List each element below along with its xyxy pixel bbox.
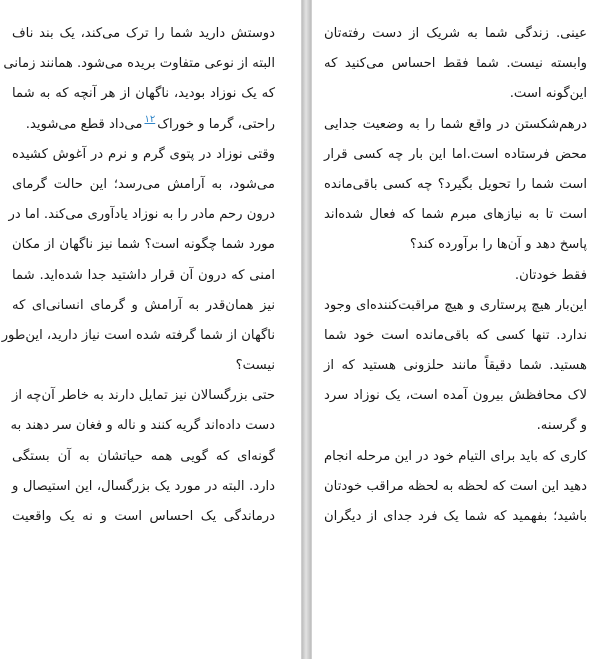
text-line: و گرسنه.: [536, 418, 587, 434]
text-line: البته از نوعی متفاوت بریده می‌شود. همانند زمانی: [3, 56, 275, 72]
text-line: می‌شود، به آرامش می‌رسد؛ این حالت گرمای: [12, 176, 275, 192]
text-line: این‌گونه است.: [509, 86, 587, 102]
text-line: وابسته نیست. شما فقط احساس می‌کنید که: [324, 56, 587, 72]
text-line: کاری که باید برای التیام خود در این مرحله انجام: [324, 448, 587, 464]
text-line: مورد شما چگونه است؟ شما نیز ناگهان از مکان: [12, 237, 275, 253]
text-line: دهید این است که لحظه به لحظه مراقب خودتان: [324, 478, 587, 494]
text-line: لاک محافظش بیرون آمده است، یک نوزاد سرد: [324, 388, 587, 404]
text-line: است شما را تحویل بگیرد؟ چه کسی باقی‌مانده: [324, 176, 587, 192]
text-line: گونه‌ای که گویی همه حیاتشان به آن بستگی: [12, 448, 275, 464]
text-line: نیست؟: [235, 358, 275, 374]
text-line: دارد. البته در مورد یک بزرگسال، این استیصال و: [12, 478, 275, 494]
text-fragment: راحتی، گرما و خوراک: [157, 116, 275, 132]
right-page: [311, 0, 611, 659]
text-line: فقط خودتان.: [514, 267, 587, 283]
text-line: درهم‌شکستن در واقع شما را به وضعیت جدایی: [324, 116, 587, 132]
text-line: درماندگی یک احساس است و نه یک واقعیت: [12, 509, 275, 524]
text-line: ناگهان از شما گرفته شده است نیاز دارید، این‌طور: [1, 327, 275, 343]
text-line: امنی که درون آن قرار داشتید جدا شده‌اید. شما: [12, 267, 275, 283]
text-line: وقتی نوزاد در پتوی گرم و نرم در آغوش کشیده: [12, 146, 275, 162]
text-line: محض فرستاده است.اما این بار چه کسی قرار: [324, 146, 587, 162]
text-line: ندارد. تنها کسی که باقی‌مانده است خود شما: [324, 327, 587, 343]
text-line: که یک نوزاد بودید، ناگهان از هر آنچه که به شما: [12, 86, 275, 102]
text-line-with-footnote: [12, 110, 275, 140]
text-line: حتی بزرگسالان نیز تمایل دارند به خاطر آن‌چه از: [12, 388, 275, 404]
text-line: باشید؛ بفهمید که شما یک فرد جدای از دیگران: [324, 509, 587, 524]
text-line: درون رحم مادر را به نوزاد یادآوری می‌کند. اما در: [8, 207, 275, 223]
text-line: دست داده‌اند گریه کنند و ناله و فغان سر دهند به: [10, 418, 275, 434]
footnote-link[interactable]: ۱۲: [144, 114, 156, 126]
text-line: عینی. زندگی شما به شریک از دست رفته‌تان: [324, 26, 587, 41]
text-line: این‌بار هیچ پرستاری و هیچ مراقبت‌کننده‌ای وجود: [324, 297, 587, 313]
left-page-text: [0, 0, 301, 532]
text-fragment: می‌داد قطع می‌شوید.: [25, 116, 143, 132]
text-line: نیز همان‌قدر به آرامش و گرمای انسانی‌ای که: [12, 297, 275, 313]
text-line: هستید. شما دقیقاً مانند حلزونی هستید که از: [324, 358, 587, 374]
text-line: پاسخ دهد و آن‌ها را برآورده کند؟: [409, 237, 587, 253]
left-page: [0, 0, 302, 659]
book-gutter: [302, 0, 311, 659]
right-page-text: [312, 0, 611, 532]
text-line: دوستش دارید شما را ترک می‌کند، یک بند ناف: [12, 26, 275, 41]
text-line: است تا به نیازهای مبرم شما که فعال شده‌اند: [324, 207, 587, 223]
